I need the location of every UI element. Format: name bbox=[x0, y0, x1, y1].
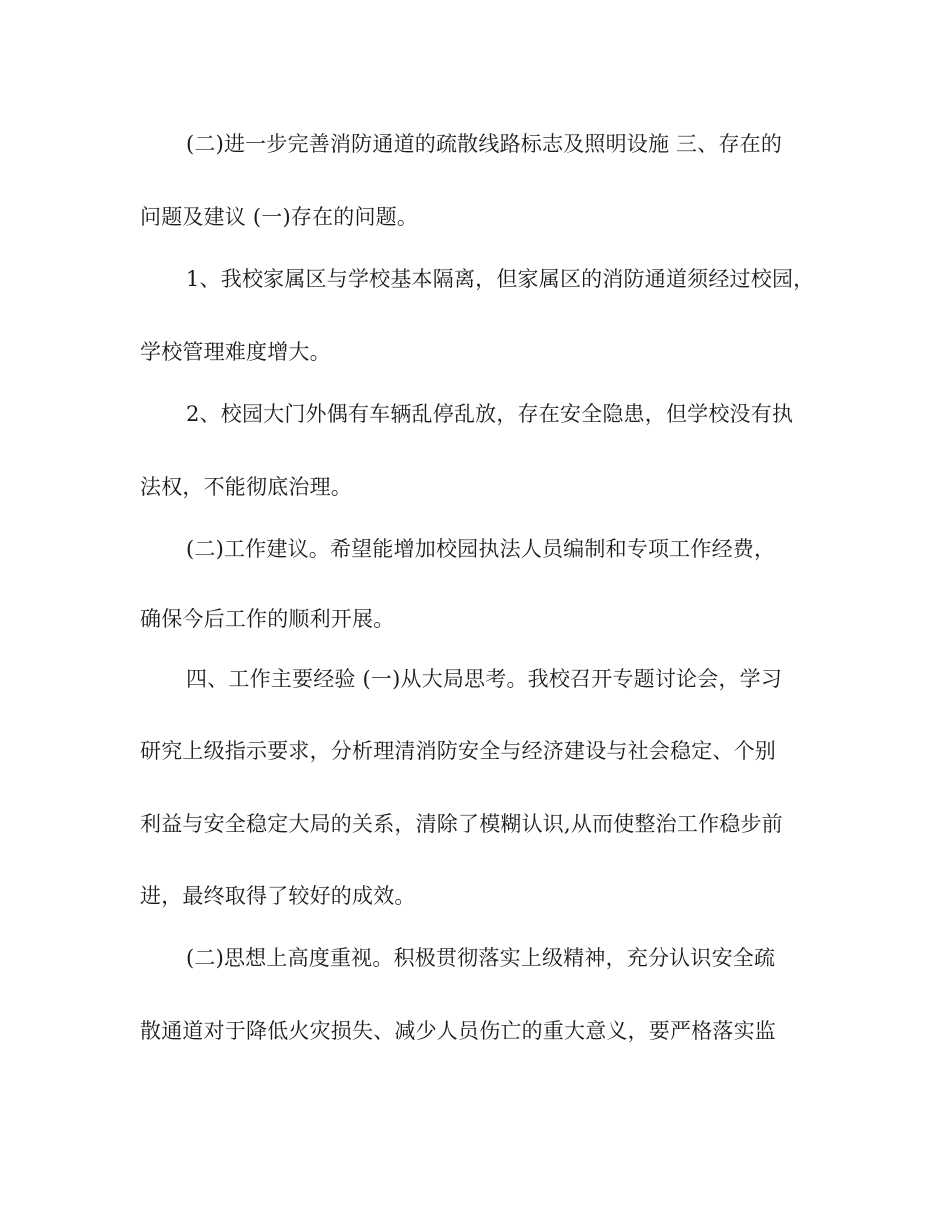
text-line: 学校管理难度增大。 bbox=[140, 340, 331, 364]
text-line: 1、我校家属区与学校基本隔离，但家属区的消防通道须经过校园， bbox=[186, 267, 815, 291]
text-line: 散通道对于降低火灾损失、减少人员伤亡的重大意义，要严格落实监 bbox=[140, 1019, 776, 1043]
text-line: (二)进一步完善消防通道的疏散线路标志及照明设施 三、存在的 bbox=[186, 132, 783, 156]
text-line: 法权，不能彻底治理。 bbox=[140, 475, 352, 499]
text-line: 研究上级指示要求，分析理清消防安全与经济建设与社会稳定、个别 bbox=[140, 739, 776, 763]
text-line: 2、校园大门外偶有车辆乱停乱放，存在安全隐患，但学校没有执 bbox=[186, 402, 794, 426]
text-line: 四、工作主要经验 (一)从大局思考。我校召开专题讨论会，学习 bbox=[186, 667, 783, 691]
text-line: 进，最终取得了较好的成效。 bbox=[140, 884, 416, 908]
text-line: (二)思想上高度重视。积极贯彻落实上级精神，充分认识安全疏 bbox=[186, 946, 776, 970]
text-line: 问题及建议 (一)存在的问题。 bbox=[140, 205, 419, 229]
text-line: (二)工作建议。希望能增加校园执法人员编制和专项工作经费， bbox=[186, 537, 776, 561]
text-line: 利益与安全稳定大局的关系，清除了模糊认识,从而使整治工作稳步前 bbox=[140, 812, 783, 836]
text-line: 确保今后工作的顺利开展。 bbox=[140, 607, 395, 631]
